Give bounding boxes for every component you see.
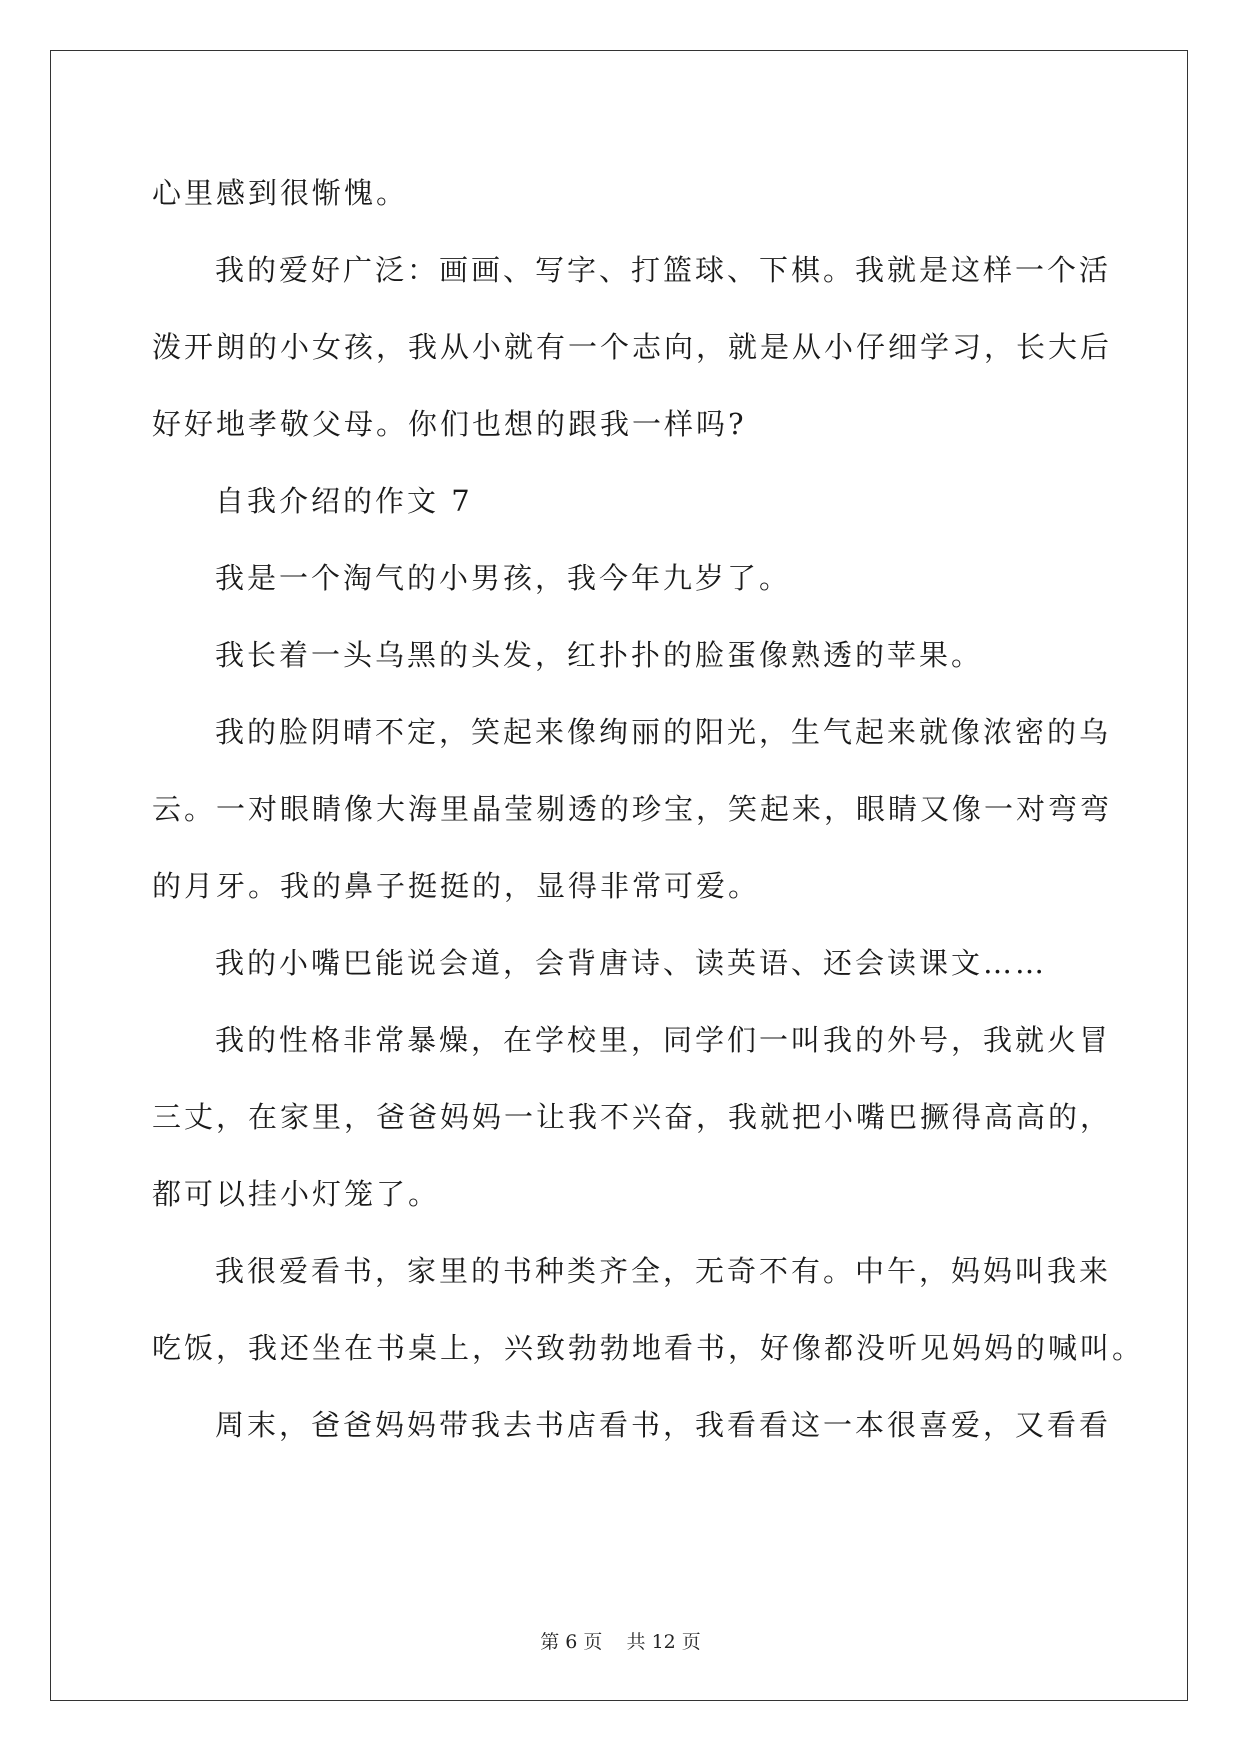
document-body [152, 155, 1145, 1464]
text-line: 都可以挂小灯笼了。 [152, 1177, 441, 1211]
text-line: 泼开朗的小女孩，我从小就有一个志向，就是从小仔细学习，长大后 [152, 330, 1113, 364]
text-line: 我很爱看书，家里的书种类齐全，无奇不有。中午，妈妈叫我来 [215, 1254, 1112, 1288]
section-heading: 自我介绍的作文 7 [215, 484, 473, 518]
text-line: 心里感到很惭愧。 [152, 176, 409, 210]
text-line: 三丈，在家里，爸爸妈妈一让我不兴奋，我就把小嘴巴撅得高高的， [152, 1100, 1113, 1134]
page-footer: 第 6 页 共 12 页 [540, 1631, 701, 1653]
text-line: 周末，爸爸妈妈带我去书店看书，我看看这一本很喜爱，又看看 [215, 1408, 1112, 1442]
text-line: 好好地孝敬父母。你们也想的跟我一样吗? [152, 407, 747, 441]
text-line: 我的小嘴巴能说会道，会背唐诗、读英语、还会读课文…… [215, 946, 1048, 980]
text-line: 我的性格非常暴燥，在学校里，同学们一叫我的外号，我就火冒 [215, 1023, 1112, 1057]
text-line: 的月牙。我的鼻子挺挺的，显得非常可爱。 [152, 869, 761, 903]
text-line: 我的爱好广泛：画画、写字、打篮球、下棋。我就是这样一个活 [215, 253, 1112, 287]
text-line: 我长着一头乌黑的头发，红扑扑的脸蛋像熟透的苹果。 [215, 638, 984, 672]
text-line: 云。一对眼睛像大海里晶莹剔透的珍宝，笑起来，眼睛又像一对弯弯 [152, 792, 1113, 826]
text-line: 我是一个淘气的小男孩，我今年九岁了。 [215, 561, 792, 595]
text-line: 吃饭，我还坐在书桌上，兴致勃勃地看书，好像都没听见妈妈的喊叫。 [152, 1331, 1145, 1365]
text-line: 我的脸阴晴不定，笑起来像绚丽的阳光，生气起来就像浓密的乌 [215, 715, 1112, 749]
